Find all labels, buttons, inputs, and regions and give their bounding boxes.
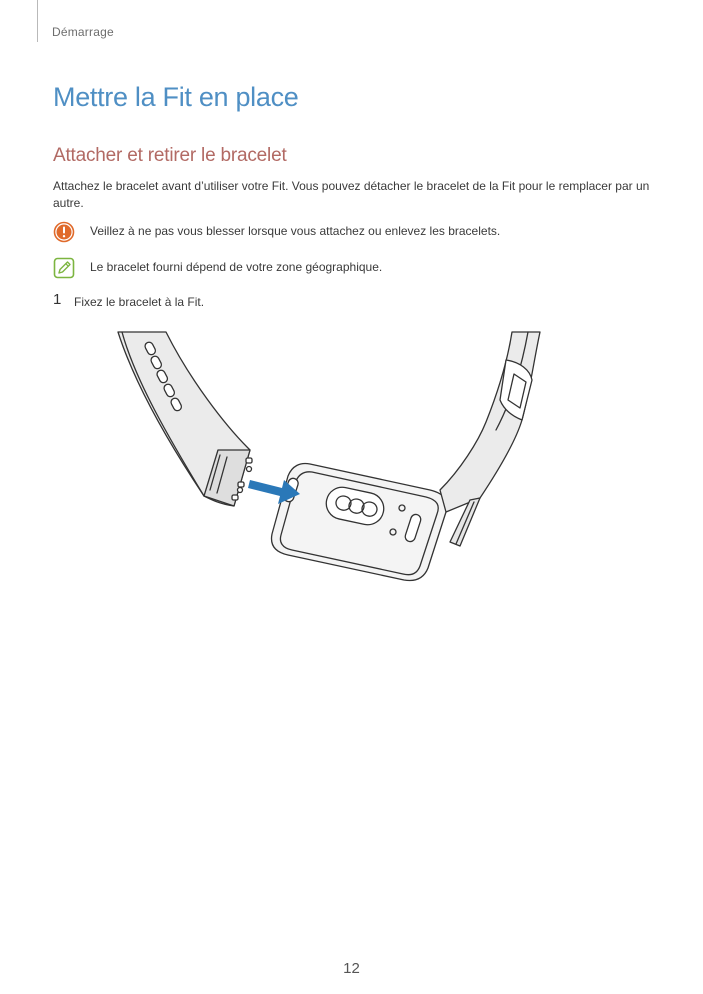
section-heading: Attacher et retirer le bracelet [53,145,287,166]
margin-rule [37,0,38,42]
info-note-text: Le bracelet fourni dépend de votre zone géographique. [90,260,383,274]
step-text: Fixez le bracelet à la Fit. [74,295,205,309]
page-number: 12 [343,960,360,977]
caution-icon [53,221,75,243]
note-icon [53,257,75,279]
caution-note-text: Veillez à ne pas vous blesser lorsque vous attachez ou enlevez les bracelets. [90,224,501,238]
band-attach-illustration [100,330,560,582]
breadcrumb: Démarrage [52,25,114,39]
page-title: Mettre la Fit en place [53,82,299,112]
step-number: 1 [53,291,62,308]
caution-note [53,221,653,243]
intro-paragraph: Attachez le bracelet avant d’utiliser votre Fit. Vous pouvez détacher le bracelet de la Fit pour le remplacer par un autre. [53,179,650,210]
info-note [53,257,653,279]
